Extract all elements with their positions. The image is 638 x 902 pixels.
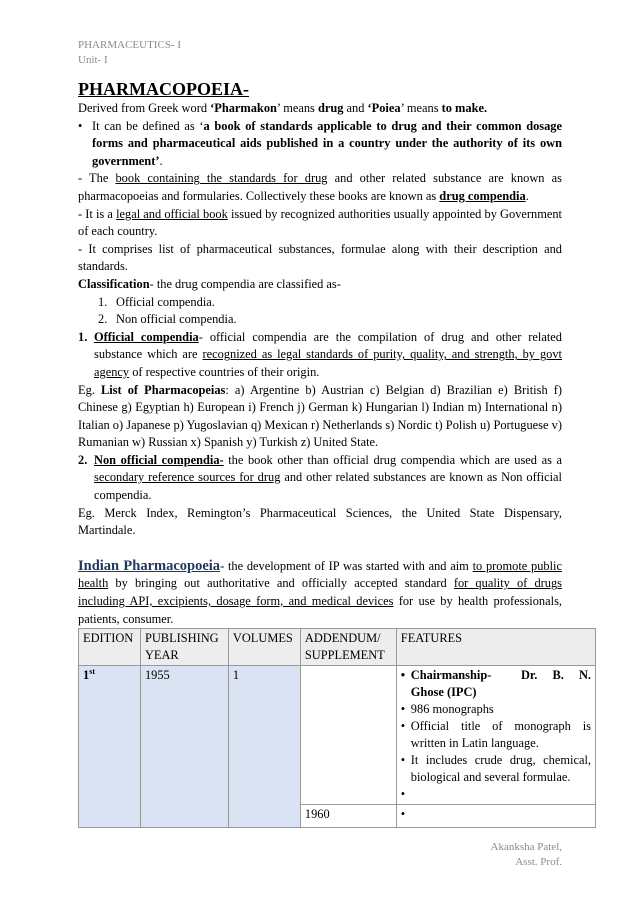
official-compendia-label: Official compendia: [94, 329, 199, 344]
para-text: - The: [78, 171, 116, 186]
pharmacopeias-list: [78, 382, 562, 452]
list-label: List of Pharmacopeias: [100, 382, 226, 397]
item-text: Official compendia.: [116, 294, 215, 309]
classification-line: [78, 276, 562, 294]
item-number: 1.: [78, 329, 88, 344]
list-prefix: Eg.: [78, 382, 101, 397]
para-text: - It is a: [78, 206, 117, 221]
feature-item: • Chairmanship- Dr. B. N. Ghose (IPC): [400, 668, 591, 700]
para-text: issued by recognized authorities usually appointed by Government of each country.: [78, 206, 562, 239]
item-number: 1.: [98, 294, 108, 309]
official-underline: recognized as legal standards of purity, quality, and strength, by govt agency: [94, 347, 563, 379]
ip-editions-table: [78, 628, 596, 828]
edition-number: 1: [83, 668, 90, 683]
bullet-icon: •: [400, 807, 406, 822]
definition-text: It can be defined as ‘: [92, 118, 204, 133]
bullet-icon: •: [400, 668, 406, 683]
intro-word-poiea: ‘Poiea: [367, 101, 401, 115]
definition-bold: a book of standards applicable to drug and their common dosage forms and pharmaceutical aids published in a country under the authority of its own government’: [92, 118, 562, 168]
official-compendia-item: [78, 329, 562, 382]
document-page: [78, 38, 591, 828]
intro-line: [78, 100, 562, 118]
ip-text: - the development of IP was started with and aim: [220, 558, 473, 573]
definition-text: .: [159, 153, 163, 168]
definition-bullet: [78, 118, 562, 171]
table-header-cell: ADDENDUM/ SUPPLEMENT: [300, 629, 396, 666]
nonofficial-text: the book other than official drug compendia which are used as a: [223, 452, 562, 467]
para-underline: legal and official book: [116, 206, 228, 221]
table-row: [79, 666, 596, 805]
item-text: Non official compendia.: [116, 312, 237, 327]
header-unit: Unit- I: [78, 54, 108, 66]
ip-underline: for quality of drugs including API, excipients, dosage form, and medical devices: [78, 576, 562, 609]
features-cell: [396, 805, 595, 828]
author-name: Akanksha Patel,: [490, 841, 562, 853]
feature-item: [401, 752, 591, 786]
table-header-cell: PUBLISHING YEAR: [140, 629, 228, 666]
nonofficial-compendia-label: Non official compendia-: [94, 452, 224, 467]
drug-compendia-term: drug compendia: [439, 188, 526, 203]
item-number: 2.: [78, 452, 88, 467]
feature-text: Official title of monograph is written in Latin language.: [410, 719, 591, 751]
nonofficial-underline: secondary reference sources for drug: [94, 470, 281, 485]
classification-label: Classification: [78, 276, 150, 291]
classification-text: - the drug compendia are classified as-: [149, 276, 341, 291]
feature-item: [401, 786, 591, 803]
bullet-icon: •: [400, 753, 406, 768]
official-text: - official compendia are the compilation of drug and other related substance which are: [94, 329, 562, 362]
table-header-cell: VOLUMES: [228, 629, 300, 666]
intro-text: Derived from Greek word: [78, 101, 211, 115]
table-header-cell: FEATURES: [396, 629, 595, 666]
intro-word-pharmakon: ‘Pharmakon: [210, 101, 277, 115]
intro-text: and: [343, 101, 368, 115]
feature-text: Chairmanship-: [410, 668, 492, 683]
supplement-cell: 1960: [300, 805, 396, 828]
bullet-icon: •: [400, 787, 406, 802]
nonofficial-text: and other related substances are known as Non official compendia.: [94, 470, 562, 503]
feature-item: [401, 701, 591, 718]
edition-cell: [79, 666, 141, 828]
bullet-icon: •: [78, 118, 83, 133]
page-header: [78, 38, 562, 68]
ip-paragraph: [78, 558, 562, 628]
paragraph-legal-book: [78, 206, 562, 241]
ip-text: for use by health professionals, patients, consumer.: [78, 594, 562, 626]
feature-text: 986 monographs: [410, 702, 494, 717]
paragraph-comprises: - It comprises list of pharmaceutical substances, formulae along with their description and standards.: [78, 241, 562, 274]
classification-item: [98, 311, 562, 329]
para-text: and other related substance are known as pharmacopoeias and formularies. Collectively these books are known as: [78, 171, 562, 203]
volumes-cell: 1: [228, 666, 300, 828]
intro-word-drug: drug: [317, 101, 344, 115]
supplement-cell: [300, 666, 396, 805]
table-header-cell: EDITION: [79, 629, 141, 666]
bullet-icon: •: [400, 702, 406, 717]
ip-underline: to promote public health: [78, 558, 562, 591]
page-footer: [491, 840, 562, 870]
paragraph-compendia: [78, 170, 562, 205]
examples-line: Eg. Merck Index, Remington’s Pharmaceutical Sciences, the United State Dispensary, Martindale.: [78, 505, 562, 538]
table-header-row: [79, 629, 596, 666]
list-text: : a) Argentine b) Austrian c) Belgian d) Brazilian e) British f) Chinese g) Egyptian h) European i) French j) German k) Hungarian l) Indian m) International n) Italian o) Japanese p) Yugoslavian q) Mexican r) Netherlands s) Nordic t) Polish u) Portuguese v) Rumanian w) Russian x) Spanish y) Turkish z) United State.: [78, 382, 562, 450]
author-role: Asst. Prof.: [515, 856, 562, 868]
header-subject: PHARMACEUTICS- I: [78, 39, 181, 51]
nonofficial-compendia-item: [78, 452, 562, 505]
para-underline: book containing the standards for drug: [115, 171, 328, 186]
ip-text: by bringing out authoritative and officially accepted standard: [108, 576, 454, 591]
official-text: of respective countries of their origin.: [129, 364, 320, 379]
page-title: PHARMACOPOEIA-: [78, 79, 249, 99]
feature-item: [401, 718, 591, 752]
intro-text: ’ means: [276, 101, 318, 115]
feature-text: It includes crude drug, chemical, biological and several formulae.: [410, 753, 591, 785]
edition-suffix: st: [89, 667, 95, 677]
item-number: 2.: [98, 312, 108, 327]
para-text: .: [525, 188, 529, 203]
intro-word-to-make: to make.: [441, 101, 488, 115]
ip-title: Indian Pharmacopoeia: [78, 557, 221, 574]
intro-text: ’ means: [400, 101, 442, 115]
classification-item: [98, 294, 562, 312]
year-cell: 1955: [140, 666, 228, 828]
features-cell: [396, 666, 595, 805]
bullet-icon: •: [400, 719, 406, 734]
